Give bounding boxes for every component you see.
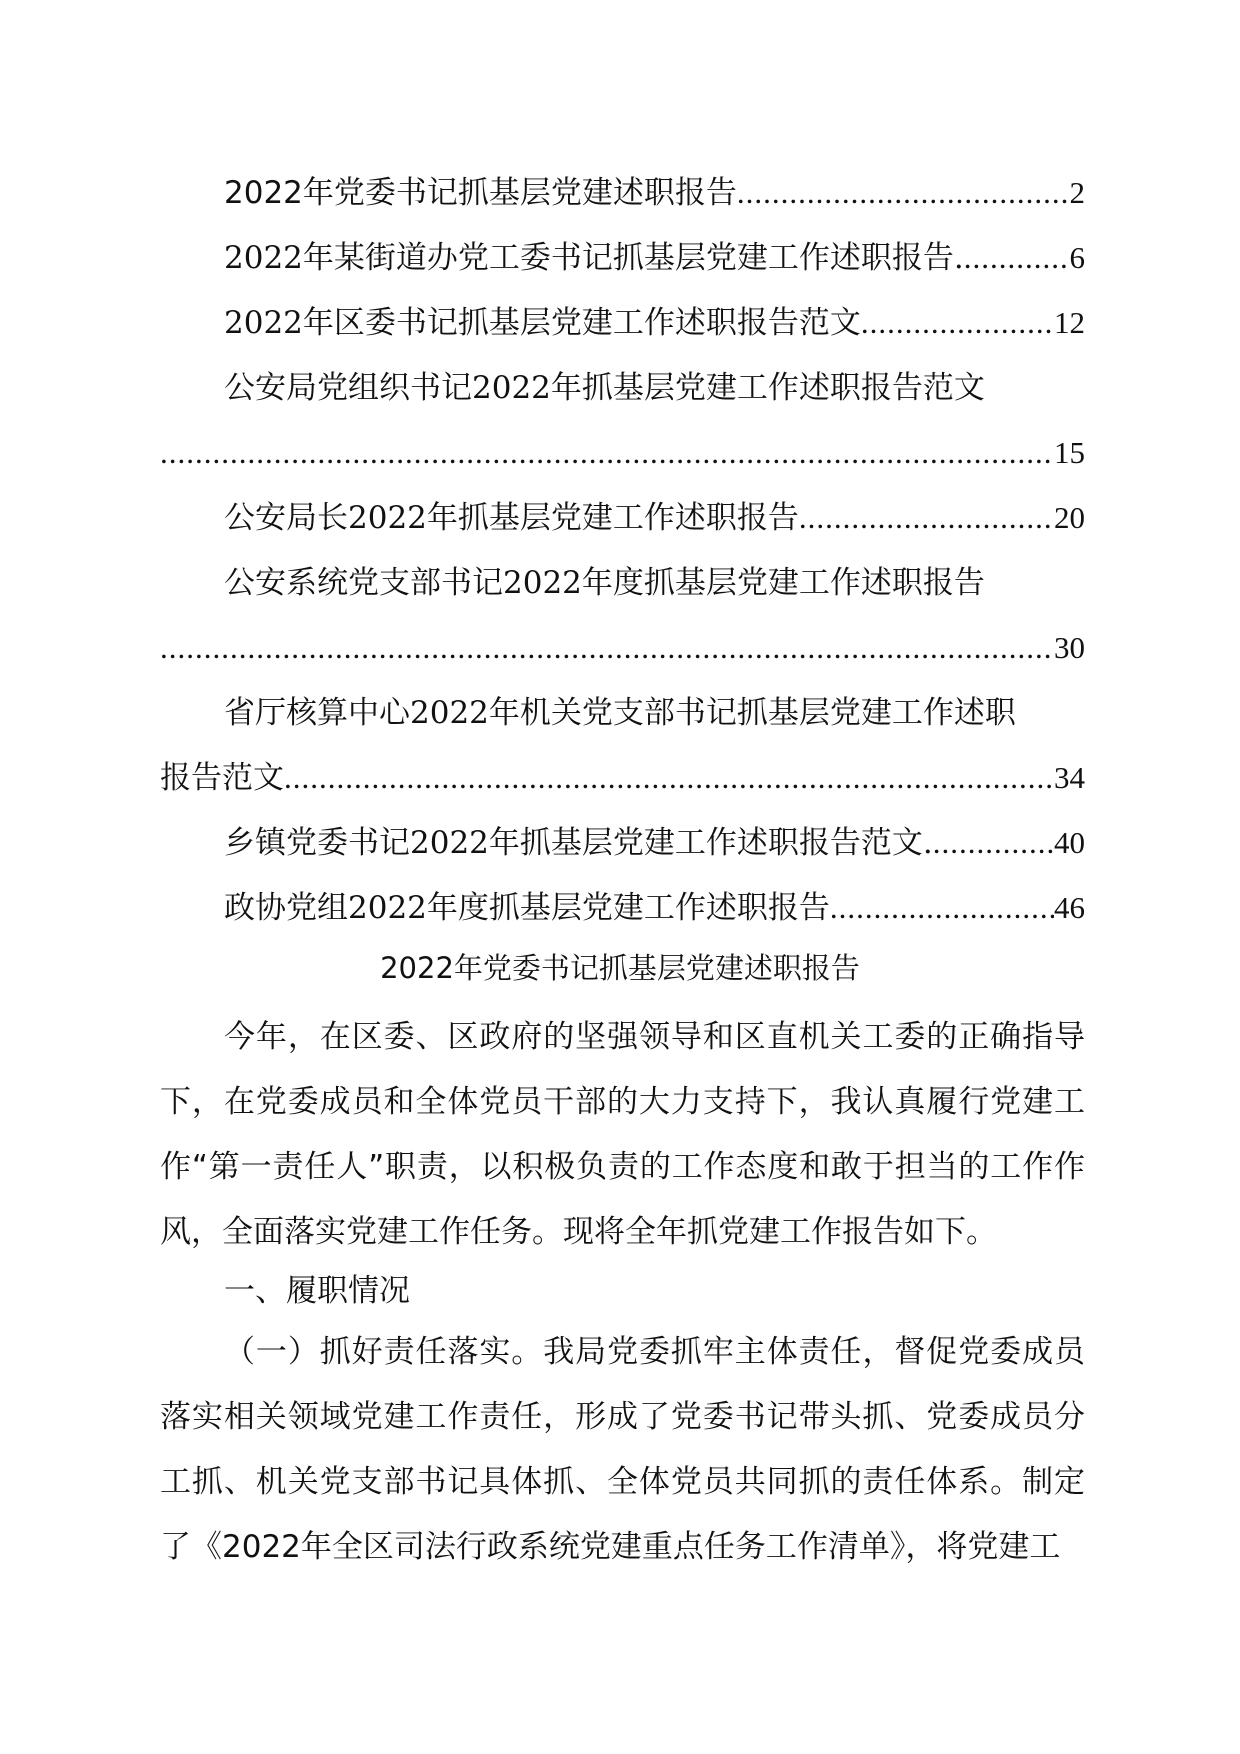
- toc-entry-title: 公安局长2022年抓基层党建工作述职报告: [224, 500, 799, 536]
- toc-entry-title: 2022年某街道办党工委书记抓基层党建工作述职报告.: [224, 240, 964, 276]
- toc-entry-title: 乡镇党委书记2022年抓基层党建工作述职报告范文.: [224, 825, 933, 861]
- toc-leader: [861, 300, 1054, 346]
- toc-entry-continuation[interactable]: [160, 430, 1085, 476]
- toc-entry-title: 2022年党委书记抓基层党建述职报告: [224, 175, 737, 211]
- section-paragraph: （一）抓好责任落实。我局党委抓牢主体责任，督促党委成员落实相关领域党建工作责任，形成了党委书记带头抓、党委成员分工抓、机关党支部书记具体抓、全体党员共同抓的责任体系。制定了《2022年全区司法行政系统党建重点任务工作清单》，将党建工: [160, 1334, 1085, 1565]
- toc-entry[interactable]: [160, 495, 1085, 541]
- toc-entry[interactable]: [160, 170, 1085, 216]
- toc-leader: [160, 625, 1054, 671]
- toc-leader: [284, 755, 1054, 801]
- toc-leader: [799, 495, 1054, 541]
- toc-entry-page: 46: [1054, 890, 1085, 925]
- toc-entry-title[interactable]: 公安系统党支部书记2022年度抓基层党建工作述职报告: [224, 565, 985, 601]
- toc-entry[interactable]: [160, 235, 1085, 281]
- toc-entry-title: 2022年区委书记抓基层党建工作述职报告范文: [224, 305, 861, 341]
- toc-entry-page: 12: [1054, 305, 1085, 340]
- section-heading: 一、履职情况: [224, 1273, 410, 1309]
- toc-entry-page: 2: [1069, 175, 1085, 210]
- toc-entry-continuation[interactable]: [160, 625, 1085, 671]
- toc-leader: [964, 235, 1070, 281]
- toc-entry-title-continued: 报告范文: [160, 760, 284, 796]
- toc-leader: [737, 170, 1070, 216]
- toc-entry-title: 政协党组2022年度抓基层党建工作述职报告: [224, 890, 830, 926]
- toc-entry-continuation[interactable]: [160, 755, 1085, 801]
- toc-entry-page: 34: [1054, 760, 1085, 795]
- toc-entry-title[interactable]: 公安局党组织书记2022年抓基层党建工作述职报告范文: [224, 370, 985, 406]
- toc-entry-page: 30: [1054, 630, 1085, 665]
- toc-entry[interactable]: [160, 300, 1085, 346]
- toc-entry[interactable]: [160, 820, 1085, 866]
- toc-leader: [830, 885, 1054, 931]
- toc-entry-page: 20: [1054, 500, 1085, 535]
- toc-entry-page: 40: [1054, 825, 1085, 860]
- toc-leader: [933, 820, 1054, 866]
- article-title: 2022年党委书记抓基层党建述职报告: [380, 951, 860, 985]
- toc-entry-page: 15: [1054, 435, 1085, 470]
- toc-entry-title[interactable]: 省厅核算中心2022年机关党支部书记抓基层党建工作述职: [224, 695, 1016, 731]
- toc-entry-page: 6: [1069, 240, 1085, 275]
- toc-leader: [160, 430, 1054, 476]
- intro-paragraph: 今年，在区委、区政府的坚强领导和区直机关工委的正确指导下，在党委成员和全体党员干部的大力支持下，我认真履行党建工作“第一责任人”职责，以积极负责的工作态度和敢于担当的工作作风，全面落实党建工作任务。现将全年抓党建工作报告如下。: [160, 1019, 1085, 1250]
- toc-entry[interactable]: [160, 885, 1085, 931]
